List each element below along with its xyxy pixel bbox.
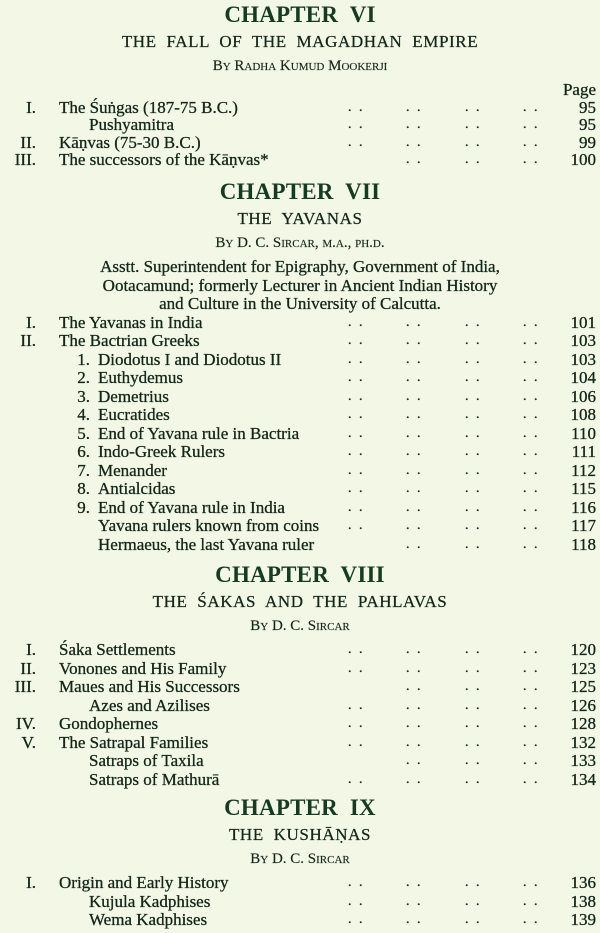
dot-leader: . .: [348, 388, 365, 404]
dot-leader: . .: [348, 314, 365, 330]
dot-leader: . .: [523, 536, 540, 552]
entry-title: End of Yavana rule in India: [98, 497, 285, 517]
dot-leader: . .: [406, 134, 423, 150]
dot-leader: . .: [465, 499, 482, 515]
entry-page-number: 104: [570, 368, 596, 387]
entry-number: III.: [14, 150, 36, 170]
dot-leader: . .: [465, 314, 482, 330]
entry-subnumber: 3.: [77, 386, 90, 406]
dot-leader: . .: [406, 444, 423, 459]
entry-title: Menander: [98, 460, 167, 480]
chapter-byline: By D. C. Sircar: [250, 851, 350, 867]
entry-page-number: 100: [570, 150, 596, 170]
chapter-byline: By D. C. Sircar, m.a., ph.d.: [215, 235, 385, 251]
entry-title: Satraps of Mathurā: [89, 769, 220, 789]
toc-entry[interactable]: [0, 499, 600, 518]
toc-entry[interactable]: [0, 462, 600, 481]
author-affiliation-line: Asstt. Superintendent for Epigraphy, Government of India,: [100, 257, 500, 276]
dot-leader: . .: [465, 388, 482, 404]
dot-leader: . .: [348, 370, 365, 385]
entry-number: II.: [20, 132, 36, 152]
entry-page-number: 132: [570, 732, 596, 752]
dot-leader: . .: [523, 771, 540, 787]
dot-leader: . .: [348, 134, 365, 150]
dot-leader: . .: [523, 518, 540, 533]
dot-leader: . .: [348, 407, 365, 422]
entry-title: Pushyamitra: [89, 115, 174, 135]
dot-leader: . .: [465, 462, 482, 478]
dot-leader: . .: [348, 893, 365, 909]
dot-leader: . .: [465, 697, 482, 713]
dot-leader: . .: [406, 152, 423, 168]
entry-title: Vonones and His Family: [59, 658, 227, 678]
chapter-byline: By D. C. Sircar: [250, 618, 350, 634]
dot-leader: . .: [465, 351, 482, 367]
dot-leader: . .: [348, 462, 365, 478]
entry-number: I.: [26, 640, 36, 659]
toc-entry[interactable]: [0, 517, 600, 536]
dot-leader: . .: [465, 660, 482, 676]
toc-entries: [0, 314, 600, 555]
author-affiliation-line: and Culture in the University of Calcutta.: [159, 294, 441, 313]
dot-leader: . .: [465, 134, 482, 150]
toc-entry[interactable]: [0, 369, 600, 388]
entry-page-number: 134: [570, 769, 596, 789]
toc-entry[interactable]: [0, 678, 600, 697]
dot-leader: . .: [348, 716, 365, 731]
dot-leader: . .: [523, 134, 540, 150]
dot-leader: . .: [465, 912, 482, 927]
dot-leader: . .: [523, 314, 540, 330]
entry-title: Azes and Azilises: [89, 695, 210, 715]
dot-leader: . .: [465, 875, 482, 890]
entry-page-number: 118: [571, 534, 596, 554]
dot-leader: . .: [465, 407, 482, 422]
dot-leader: . .: [465, 370, 482, 385]
dot-leader: . .: [406, 679, 423, 694]
entry-page-number: 110: [571, 423, 596, 443]
dot-leader: . .: [465, 734, 482, 750]
dot-leader: . .: [465, 425, 482, 441]
page-column-label: Page: [562, 80, 596, 99]
toc-entry[interactable]: [0, 99, 600, 117]
entry-title: Antialcidas: [98, 479, 176, 498]
entry-title: Maues and His Successors: [59, 677, 240, 696]
dot-leader: . .: [406, 518, 423, 533]
dot-leader: . .: [465, 152, 482, 168]
entry-number: II.: [20, 658, 36, 678]
entry-page-number: 125: [570, 677, 596, 696]
dot-leader: . .: [348, 771, 365, 787]
entry-title: The Yavanas in India: [59, 312, 203, 332]
toc-entry[interactable]: [0, 752, 600, 771]
chapter-byline: By Radha Kumud Mookerji: [212, 58, 388, 74]
dot-leader: . .: [406, 536, 423, 552]
dot-leader: . .: [406, 499, 423, 515]
dot-leader: . .: [523, 697, 540, 713]
dot-leader: . .: [465, 117, 482, 133]
dot-leader: . .: [465, 679, 482, 694]
entry-page-number: 128: [570, 714, 596, 733]
entry-title: The Satrapal Families: [59, 732, 209, 752]
entry-page-number: 112: [571, 460, 596, 480]
entry-subnumber: 6.: [77, 442, 90, 461]
entry-title: Wema Kadphises: [89, 910, 208, 929]
dot-leader: . .: [523, 425, 540, 441]
dot-leader: . .: [523, 912, 540, 927]
chapter-title: THE FALL OF THE MAGADHAN EMPIRE: [121, 32, 479, 51]
dot-leader: . .: [406, 716, 423, 731]
toc-entries: [0, 874, 600, 930]
entry-page-number: 123: [570, 658, 596, 678]
toc-entry[interactable]: [0, 314, 600, 333]
entry-title: The successors of the Kāṇvas*: [59, 150, 269, 170]
entry-number: I.: [26, 873, 36, 892]
dot-leader: . .: [406, 734, 423, 750]
dot-leader: . .: [523, 753, 540, 768]
dot-leader: . .: [406, 388, 423, 404]
entry-subnumber: 2.: [77, 368, 90, 387]
dot-leader: . .: [406, 660, 423, 676]
toc-entry[interactable]: [0, 660, 600, 679]
dot-leader: . .: [523, 716, 540, 731]
dot-leader: . .: [523, 333, 540, 348]
dot-leader: . .: [406, 642, 423, 657]
entry-page-number: 99: [579, 132, 596, 152]
dot-leader: . .: [406, 314, 423, 330]
dot-leader: . .: [523, 642, 540, 657]
dot-leader: . .: [348, 481, 365, 496]
entry-title: Hermaeus, the last Yavana ruler: [98, 534, 315, 554]
entry-page-number: 136: [570, 873, 596, 892]
toc-entry[interactable]: [0, 536, 600, 555]
entry-number: I.: [26, 312, 36, 332]
dot-leader: . .: [348, 875, 365, 890]
toc-entry[interactable]: [0, 151, 600, 169]
entry-page-number: 101: [570, 312, 596, 332]
dot-leader: . .: [348, 734, 365, 750]
entry-title: Satraps of Taxila: [89, 751, 204, 770]
dot-leader: . .: [406, 351, 423, 367]
dot-leader: . .: [523, 351, 540, 367]
dot-leader: . .: [348, 333, 365, 348]
dot-leader: . .: [523, 481, 540, 496]
entry-subnumber: 4.: [77, 405, 90, 424]
entry-number: V.: [21, 732, 36, 752]
dot-leader: . .: [406, 753, 423, 768]
dot-leader: . .: [523, 875, 540, 890]
toc-entry[interactable]: [0, 715, 600, 734]
entry-title: The Śuṅgas (187-75 B.C.): [59, 97, 238, 117]
dot-leader: . .: [465, 893, 482, 909]
dot-leader: . .: [348, 425, 365, 441]
dot-leader: . .: [465, 333, 482, 348]
entry-title: Origin and Early History: [59, 873, 229, 892]
toc-entry[interactable]: [0, 351, 600, 370]
dot-leader: . .: [348, 912, 365, 927]
dot-leader: . .: [523, 152, 540, 168]
dot-leader: . .: [348, 499, 365, 515]
dot-leader: . .: [406, 333, 423, 348]
dot-leader: . .: [523, 117, 540, 133]
dot-leader: . .: [406, 771, 423, 787]
entry-page-number: 120: [570, 640, 596, 659]
dot-leader: . .: [523, 462, 540, 478]
dot-leader: . .: [523, 444, 540, 459]
entry-title: Indo-Greek Rulers: [98, 442, 225, 461]
dot-leader: . .: [465, 99, 482, 115]
toc-entry[interactable]: [0, 134, 600, 152]
dot-leader: . .: [406, 462, 423, 478]
entry-page-number: 95: [579, 115, 596, 135]
dot-leader: . .: [406, 117, 423, 133]
dot-leader: . .: [465, 753, 482, 768]
entry-subnumber: 5.: [77, 423, 90, 443]
chapter-heading: CHAPTER VII: [219, 179, 381, 204]
toc-entry[interactable]: [0, 874, 600, 893]
entry-page-number: 139: [570, 910, 596, 929]
chapter-title: THE KUSHĀṆAS: [228, 825, 372, 844]
entry-page-number: 111: [571, 442, 596, 461]
entry-title: Gondophernes: [59, 714, 159, 733]
toc-entry[interactable]: [0, 893, 600, 912]
toc-entry[interactable]: [0, 332, 600, 351]
dot-leader: . .: [406, 912, 423, 927]
entry-page-number: 103: [570, 349, 596, 369]
entry-number: IV.: [16, 714, 36, 733]
dot-leader: . .: [523, 499, 540, 515]
entry-title: Eucratides: [98, 405, 170, 424]
entry-subnumber: 7.: [77, 460, 90, 480]
dot-leader: . .: [523, 407, 540, 422]
entry-title: Demetrius: [98, 386, 169, 406]
entry-title: End of Yavana rule in Bactria: [98, 423, 300, 443]
dot-leader: . .: [348, 444, 365, 459]
dot-leader: . .: [523, 388, 540, 404]
dot-leader: . .: [406, 697, 423, 713]
chapter-title: THE ŚAKAS AND THE PAHLAVAS: [152, 592, 448, 611]
toc-entry[interactable]: [0, 425, 600, 444]
dot-leader: . .: [523, 679, 540, 694]
toc-entry[interactable]: [0, 911, 600, 930]
entry-number: I.: [26, 97, 36, 117]
toc-entry[interactable]: [0, 406, 600, 425]
dot-leader: . .: [348, 697, 365, 713]
dot-leader: . .: [348, 518, 365, 533]
entry-page-number: 117: [571, 516, 596, 535]
dot-leader: . .: [523, 370, 540, 385]
toc-entry[interactable]: [0, 388, 600, 407]
entry-page-number: 103: [570, 331, 596, 350]
dot-leader: . .: [465, 642, 482, 657]
dot-leader: . .: [348, 660, 365, 676]
dot-leader: . .: [348, 99, 365, 115]
entry-subnumber: 9.: [77, 497, 90, 517]
dot-leader: . .: [406, 893, 423, 909]
toc-entry[interactable]: [0, 641, 600, 660]
entry-title: Euthydemus: [98, 368, 183, 387]
toc-entry[interactable]: [0, 771, 600, 790]
dot-leader: . .: [348, 351, 365, 367]
entry-page-number: 106: [570, 386, 596, 406]
toc-entry[interactable]: [0, 480, 600, 499]
dot-leader: . .: [406, 875, 423, 890]
entry-page-number: 95: [579, 97, 596, 117]
entry-title: Yavana rulers known from coins: [98, 516, 320, 535]
toc-entries: [0, 641, 600, 789]
dot-leader: . .: [523, 660, 540, 676]
dot-leader: . .: [465, 518, 482, 533]
toc-entry[interactable]: [0, 697, 600, 716]
author-affiliation-line: Ootacamund; formerly Lecturer in Ancient Indian History: [102, 275, 498, 295]
dot-leader: . .: [406, 370, 423, 385]
toc-entries: [0, 99, 600, 169]
chapter-heading: CHAPTER VI: [224, 2, 376, 27]
entry-subnumber: 8.: [77, 479, 90, 498]
entry-title: Śaka Settlements: [59, 640, 176, 659]
entry-page-number: 116: [571, 497, 596, 517]
toc-entry[interactable]: [0, 116, 600, 134]
dot-leader: . .: [465, 716, 482, 731]
dot-leader: . .: [465, 771, 482, 787]
dot-leader: . .: [465, 444, 482, 459]
dot-leader: . .: [523, 99, 540, 115]
chapter-heading: CHAPTER IX: [224, 795, 376, 820]
dot-leader: . .: [465, 536, 482, 552]
entry-title: The Bactrian Greeks: [59, 331, 200, 350]
entry-page-number: 138: [570, 891, 596, 911]
entry-subnumber: 1.: [77, 349, 90, 369]
chapter-title: THE YAVANAS: [237, 209, 363, 228]
entry-title: Diodotus I and Diodotus II: [98, 349, 282, 369]
chapter-heading: CHAPTER VIII: [215, 562, 385, 587]
entry-number: II.: [20, 331, 36, 350]
dot-leader: . .: [523, 893, 540, 909]
dot-leader: . .: [523, 734, 540, 750]
dot-leader: . .: [465, 481, 482, 496]
dot-leader: . .: [406, 99, 423, 115]
entry-page-number: 108: [570, 405, 596, 424]
dot-leader: . .: [406, 481, 423, 496]
entry-number: III.: [14, 677, 36, 696]
dot-leader: . .: [348, 642, 365, 657]
entry-page-number: 126: [570, 695, 596, 715]
entry-page-number: 133: [570, 751, 596, 770]
dot-leader: . .: [348, 117, 365, 133]
entry-page-number: 115: [571, 479, 596, 498]
toc-entry[interactable]: [0, 734, 600, 753]
dot-leader: . .: [406, 407, 423, 422]
entry-title: Kāṇvas (75-30 B.C.): [59, 132, 201, 152]
dot-leader: . .: [406, 425, 423, 441]
toc-entry[interactable]: [0, 443, 600, 462]
entry-title: Kujula Kadphises: [89, 891, 211, 911]
